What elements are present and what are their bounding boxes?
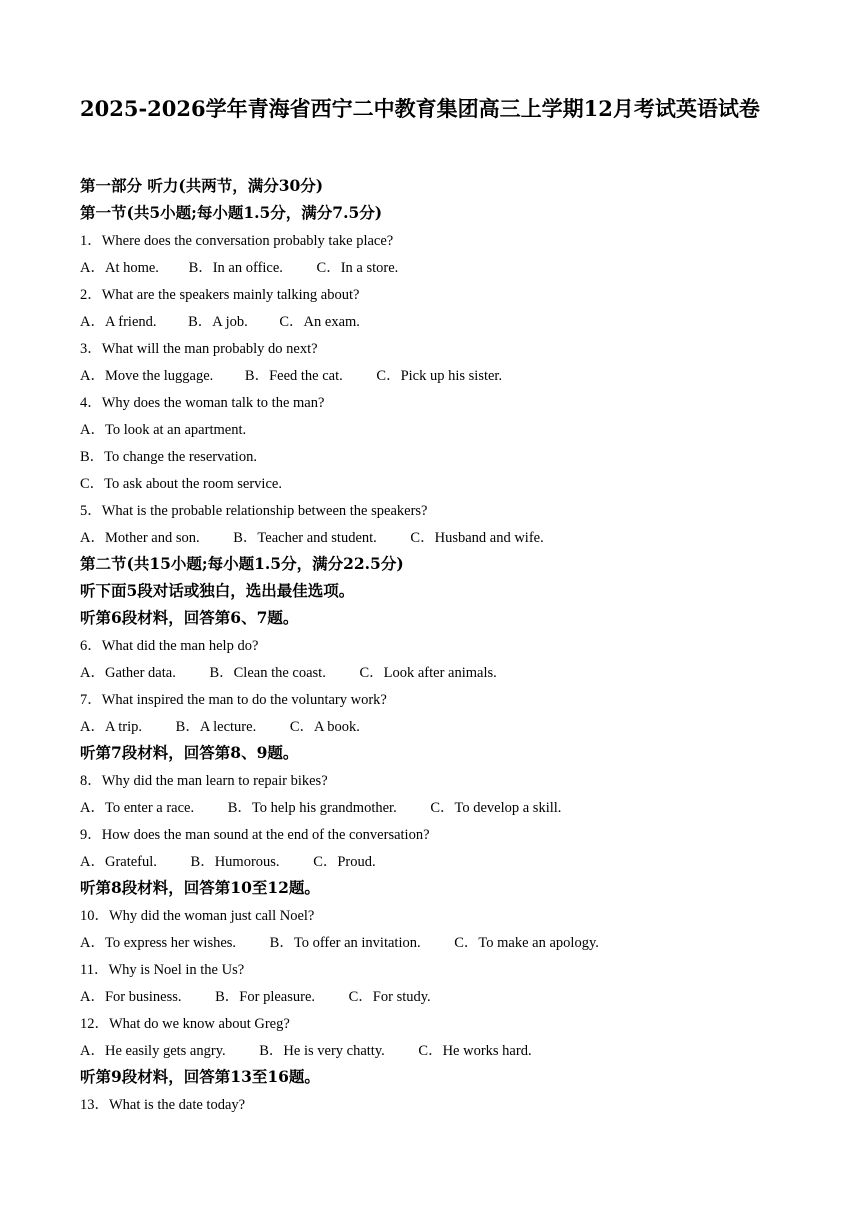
section2-instruction: 听下面5段对话或独白，选出最佳选项。 [80, 581, 355, 600]
option-c: C．To develop a skill. [430, 800, 562, 816]
question-2: 2．What are the speakers mainly talking about? [80, 287, 360, 303]
section1-heading: 第一节(共5小题;每小题1.5分，满分7.5分) [80, 203, 383, 222]
question-12: 12．What do we know about Greg? [80, 1016, 290, 1032]
option-b: B．Feed the cat. [244, 368, 343, 384]
options-7 [80, 715, 360, 736]
option-b: B．He is very chatty. [259, 1043, 385, 1059]
option-b: B．To help his grandmother. [227, 800, 397, 816]
option-b: B．Clean the coast. [209, 665, 326, 681]
question-3: 3．What will the man probably do next? [80, 341, 318, 357]
option-c: C．To make an apology. [454, 935, 599, 951]
exam-title: 2025-2026学年青海省西宁二中教育集团高三上学期12月考试英语试卷 [80, 96, 760, 121]
option-c: C．Pick up his sister. [376, 368, 503, 384]
option-a: A．He easily gets angry. [80, 1043, 226, 1059]
option-b: B．Teacher and student. [233, 530, 377, 546]
option-a: A．Grateful. [80, 854, 157, 870]
question-6: 6．What did the man help do? [80, 638, 259, 654]
options-2 [80, 310, 360, 331]
options-12 [80, 1039, 532, 1060]
option-c: C．Proud. [313, 854, 376, 870]
option-a: A．Move the luggage. [80, 368, 214, 384]
question-7: 7．What inspired the man to do the voluntary work? [80, 692, 387, 708]
options-6 [80, 661, 497, 682]
options-8 [80, 796, 561, 817]
option-b: B．For pleasure. [215, 989, 316, 1005]
option-a: A．To express her wishes. [80, 935, 237, 951]
options-1 [80, 256, 398, 277]
question-1: 1．Where does the conversation probably take place? [80, 233, 394, 249]
option-4a: A．To look at an apartment. [80, 422, 247, 438]
option-a: A．A trip. [80, 719, 143, 735]
material-8-heading: 听第8段材料，回答第10至12题。 [80, 878, 320, 897]
option-b: B．A job. [188, 314, 248, 330]
options-10 [80, 931, 599, 952]
material-6-heading: 听第6段材料，回答第6、7题。 [80, 608, 299, 627]
question-9: 9．How does the man sound at the end of the conversation? [80, 827, 430, 843]
options-3 [80, 364, 502, 385]
option-a: A．At home. [80, 260, 159, 276]
option-b: B．To offer an invitation. [269, 935, 421, 951]
options-5 [80, 526, 544, 547]
question-10: 10．Why did the woman just call Noel? [80, 908, 315, 924]
question-11: 11．Why is Noel in the Us? [80, 962, 245, 978]
option-c: C．Husband and wife. [410, 530, 544, 546]
option-4c: C．To ask about the room service. [80, 476, 282, 492]
section2-heading: 第二节(共15小题;每小题1.5分，满分22.5分) [80, 554, 404, 573]
part1-heading: 第一部分 听力(共两节，满分30分) [80, 176, 324, 195]
option-c: C．For study. [348, 989, 431, 1005]
question-5: 5．What is the probable relationship between the speakers? [80, 503, 428, 519]
option-a: A．Mother and son. [80, 530, 200, 546]
option-4b: B．To change the reservation. [80, 449, 257, 465]
option-b: B．A lecture. [175, 719, 257, 735]
option-c: C．An exam. [279, 314, 360, 330]
option-a: A．A friend. [80, 314, 157, 330]
option-b: B．In an office. [188, 260, 283, 276]
option-c: C．He works hard. [418, 1043, 532, 1059]
options-9 [80, 850, 376, 871]
option-c: C．Look after animals. [359, 665, 497, 681]
options-11 [80, 985, 431, 1006]
material-9-heading: 听第9段材料，回答第13至16题。 [80, 1067, 320, 1086]
material-7-heading: 听第7段材料，回答第8、9题。 [80, 743, 299, 762]
question-13: 13．What is the date today? [80, 1097, 246, 1113]
question-8: 8．Why did the man learn to repair bikes? [80, 773, 328, 789]
option-a: A．For business. [80, 989, 182, 1005]
option-b: B．Humorous. [190, 854, 280, 870]
option-a: A．To enter a race. [80, 800, 195, 816]
question-4: 4．Why does the woman talk to the man? [80, 395, 325, 411]
option-c: C．A book. [289, 719, 360, 735]
option-a: A．Gather data. [80, 665, 176, 681]
option-c: C．In a store. [316, 260, 399, 276]
